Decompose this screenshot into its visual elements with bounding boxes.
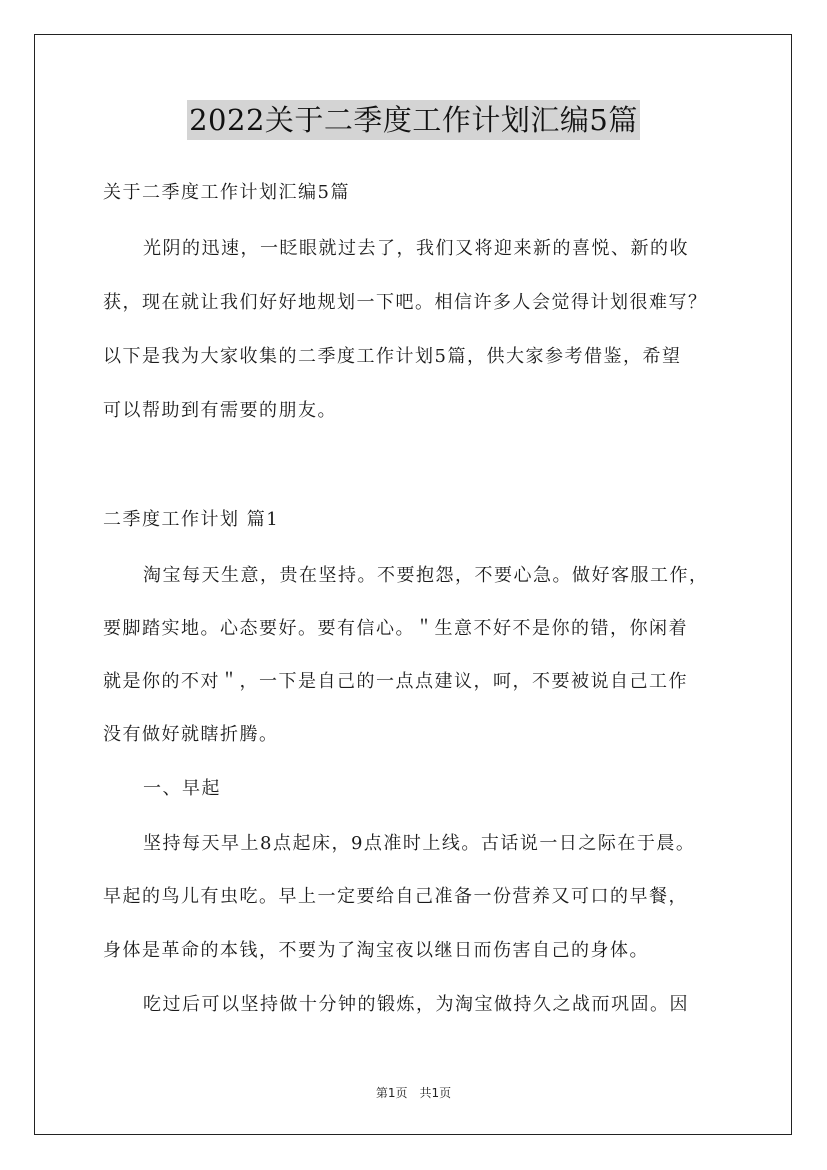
intro-line-3: 以下是我为大家收集的二季度工作计划5篇，供大家参考借鉴，希望 xyxy=(103,346,682,367)
intro-line-1: 光阴的迅速，一眨眼就过去了，我们又将迎来新的喜悦、新的收 xyxy=(143,238,689,259)
para1-line-2: 要脚踏实地。心态要好。要有信心。＂生意不好不是你的错，你闲着 xyxy=(103,618,688,639)
para2-line-3: 身体是革命的本钱，不要为了淘宝夜以继日而伤害自己的身体。 xyxy=(103,940,649,961)
document-title: 2022关于二季度工作计划汇编5篇 xyxy=(187,100,640,140)
document-subtitle: 关于二季度工作计划汇编5篇 xyxy=(103,182,350,203)
intro-line-4: 可以帮助到有需要的朋友。 xyxy=(103,400,337,421)
para2-line-1: 坚持每天早上8点起床，9点准时上线。古话说一日之际在于晨。 xyxy=(143,833,696,854)
para1-line-4: 没有做好就瞎折腾。 xyxy=(103,724,279,745)
para1-line-3: 就是你的不对＂，一下是自己的一点点建议，呵，不要被说自己工作 xyxy=(103,671,688,692)
title-container xyxy=(0,100,827,140)
para1-line-1: 淘宝每天生意，贵在坚持。不要抱怨，不要心急。做好客服工作， xyxy=(143,565,709,586)
intro-line-2: 获，现在就让我们好好地规划一下吧。相信许多人会觉得计划很难写？ xyxy=(103,292,708,313)
section-heading: 二季度工作计划 篇1 xyxy=(103,509,280,530)
subheading: 一、早起 xyxy=(143,778,221,799)
para3-line-1: 吃过后可以坚持做十分钟的锻炼，为淘宝做持久之战而巩固。因 xyxy=(143,994,689,1015)
page-footer: 第1页 共1页 xyxy=(375,1086,452,1100)
para2-line-2: 早起的鸟儿有虫吃。早上一定要给自己准备一份营养又可口的早餐， xyxy=(103,886,688,907)
